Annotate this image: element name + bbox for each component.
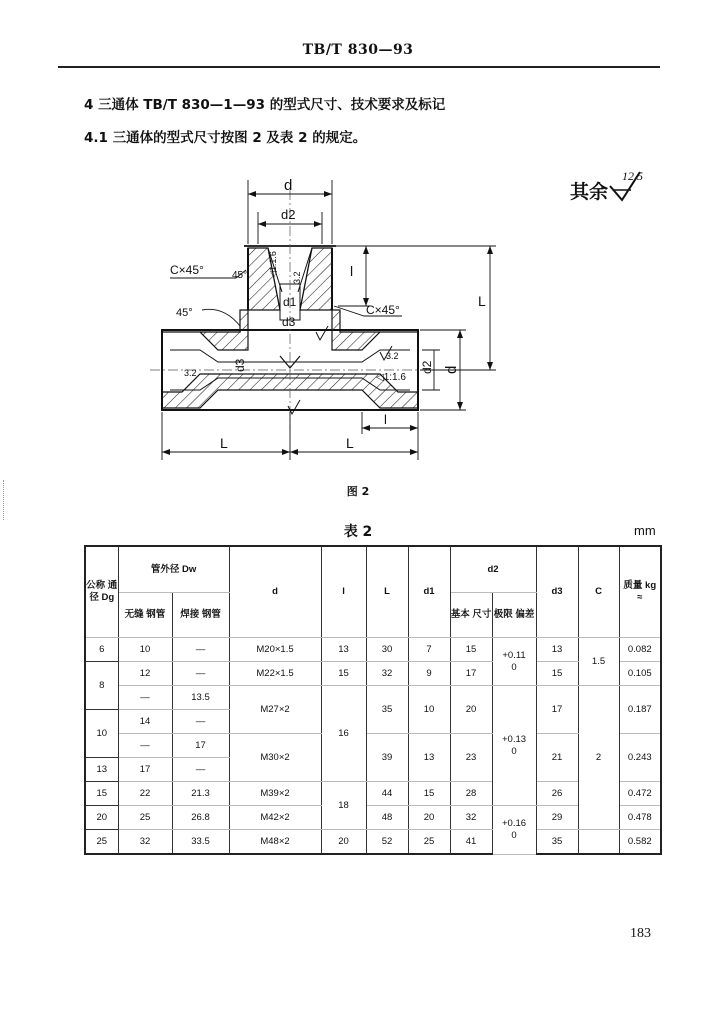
label-taper-right: ◁1:1.6 (376, 372, 406, 383)
cell-d2-limit: +0.11 0 (492, 638, 536, 686)
cell-d3: 13 (536, 638, 578, 662)
clause-text: 4.1 三通体的型式尺寸按图 2 及表 2 的规定。 (84, 130, 367, 146)
cell-L: 39 (366, 734, 408, 782)
cell-seamless: 14 (118, 710, 172, 734)
dimension-table (84, 545, 662, 855)
cell-d3: 26 (536, 782, 578, 806)
cell-dg: 6 (85, 638, 118, 662)
cell-mass: 0.187 (619, 686, 661, 734)
cell-welded: 26.8 (172, 806, 229, 830)
label-L-bottom-right: L (346, 435, 354, 451)
cell-c-empty (578, 830, 619, 855)
table-row (85, 830, 661, 855)
cell-welded: 17 (172, 734, 229, 758)
cell-d3: 35 (536, 830, 578, 855)
cell-dg: 8 (85, 662, 118, 710)
header-d1: d1 (408, 546, 450, 638)
cell-c: 1.5 (578, 638, 619, 686)
header-dw: 管外径 Dw (118, 546, 229, 593)
figure-caption: 图 2 (346, 485, 370, 498)
cell-L: 32 (366, 662, 408, 686)
cell-d2-basic: 20 (450, 686, 492, 734)
cell-welded: — (172, 758, 229, 782)
cell-L: 48 (366, 806, 408, 830)
header-mass: 质量 kg ≈ (619, 546, 661, 638)
cell-d1: 15 (408, 782, 450, 806)
cell-welded: 21.3 (172, 782, 229, 806)
cell-d2-basic: 41 (450, 830, 492, 855)
cell-mass: 0.105 (619, 662, 661, 686)
label-L-bottom-left: L (220, 435, 228, 451)
cell-mass: 0.243 (619, 734, 661, 782)
cell-mass: 0.478 (619, 806, 661, 830)
label-chamfer-left: C×45° (170, 263, 204, 277)
cell-seamless: 25 (118, 806, 172, 830)
header-d: d (229, 546, 321, 638)
label-d2-top: d2 (281, 207, 296, 222)
cell-welded: 13.5 (172, 686, 229, 710)
cell-d: M22×1.5 (229, 662, 321, 686)
table-row (85, 734, 661, 758)
cell-seamless: 12 (118, 662, 172, 686)
table-title: 表 2 (343, 524, 373, 540)
cell-d3: 15 (536, 662, 578, 686)
roughness-text: 其余 (570, 181, 609, 203)
cell-d2-basic: 15 (450, 638, 492, 662)
cell-welded: 33.5 (172, 830, 229, 855)
cell-d1: 9 (408, 662, 450, 686)
label-L-right: L (478, 293, 486, 309)
cell-welded: — (172, 710, 229, 734)
cell-l: 13 (321, 638, 366, 662)
label-chamfer-right: C×45° (366, 303, 400, 317)
header-d2: d2 (450, 546, 536, 593)
cell-d1: 20 (408, 806, 450, 830)
table-row (85, 638, 661, 662)
table-row (85, 782, 661, 806)
section-heading: 4 三通体 TB/T 830—1—93 的型式尺寸、技术要求及标记 (84, 97, 446, 113)
cell-d2-basic: 28 (450, 782, 492, 806)
standard-code-header: TB/T 830—93 (302, 42, 414, 58)
header-L: L (366, 546, 408, 638)
cell-dg: 25 (85, 830, 118, 855)
label-d-top: d (284, 177, 293, 194)
cell-d2-basic: 23 (450, 734, 492, 782)
cell-d3: 21 (536, 734, 578, 782)
label-angle-45-b: 45° (176, 307, 193, 319)
label-angle-45-a: 45° (232, 270, 248, 281)
label-d2-right: d2 (420, 360, 434, 374)
label-d3-left: d3 (233, 358, 247, 372)
cell-mass: 0.472 (619, 782, 661, 806)
roughness-note (570, 166, 670, 212)
cell-d1: 10 (408, 686, 450, 734)
cell-l: 20 (321, 830, 366, 855)
cell-d: M42×2 (229, 806, 321, 830)
tee-body-drawing (140, 160, 500, 474)
header-rule (58, 66, 660, 68)
header-d3: d3 (536, 546, 578, 638)
cell-L: 44 (366, 782, 408, 806)
header-d2-limit: 极限 偏差 (492, 593, 536, 638)
cell-d2-limit: +0.16 0 (492, 806, 536, 855)
cell-d: M39×2 (229, 782, 321, 806)
cell-d: M27×2 (229, 686, 321, 734)
label-roughness-c: 3.2 (184, 368, 197, 378)
label-d1: d1 (283, 295, 297, 309)
cell-d: M30×2 (229, 734, 321, 782)
cell-d: M48×2 (229, 830, 321, 855)
cell-seamless: — (118, 686, 172, 710)
cell-seamless: 17 (118, 758, 172, 782)
label-taper-top: ◁1:1.6 (268, 251, 278, 278)
cell-seamless: 32 (118, 830, 172, 855)
cell-c: 2 (578, 686, 619, 830)
header-c: C (578, 546, 619, 638)
cell-l: 15 (321, 662, 366, 686)
cell-dg: 20 (85, 806, 118, 830)
cell-welded: — (172, 638, 229, 662)
header-seamless: 无缝 钢管 (118, 593, 172, 638)
cell-d: M20×1.5 (229, 638, 321, 662)
page-number: 183 (630, 926, 651, 941)
cell-seamless: — (118, 734, 172, 758)
table-header-row (85, 546, 661, 593)
label-d-right: d (443, 365, 460, 374)
cell-l: 16 (321, 686, 366, 782)
cell-mass: 0.582 (619, 830, 661, 855)
table-row (85, 686, 661, 710)
cell-welded: — (172, 662, 229, 686)
cell-L: 30 (366, 638, 408, 662)
cell-d1: 13 (408, 734, 450, 782)
cell-L: 52 (366, 830, 408, 855)
label-d3-mid: d3 (282, 315, 296, 329)
cell-d2-basic: 17 (450, 662, 492, 686)
table-row (85, 662, 661, 686)
header-l: l (321, 546, 366, 638)
cell-dg: 15 (85, 782, 118, 806)
cell-dg: 13 (85, 758, 118, 782)
roughness-value: 12.5 (622, 169, 643, 183)
cell-mass: 0.082 (619, 638, 661, 662)
cell-d1: 7 (408, 638, 450, 662)
cell-d1: 25 (408, 830, 450, 855)
label-l-top: l (350, 263, 354, 279)
cell-d2-basic: 32 (450, 806, 492, 830)
label-l-bottom: l (384, 412, 387, 427)
header-welded: 焊接 钢管 (172, 593, 229, 638)
cell-L: 35 (366, 686, 408, 734)
cell-seamless: 10 (118, 638, 172, 662)
cell-d2-limit: +0.13 0 (492, 686, 536, 806)
scan-margin-mark (3, 480, 7, 520)
header-dg: 公称 通径 Dg (85, 546, 118, 638)
cell-l: 18 (321, 782, 366, 830)
cell-seamless: 22 (118, 782, 172, 806)
table-unit: mm (634, 523, 656, 538)
table-row (85, 806, 661, 830)
cell-dg: 10 (85, 710, 118, 758)
label-roughness-a: 3.2 (292, 271, 302, 284)
cell-d3: 17 (536, 686, 578, 734)
header-d2-basic: 基本 尺寸 (450, 593, 492, 638)
cell-d3: 29 (536, 806, 578, 830)
label-roughness-b: 3.2 (386, 351, 399, 361)
